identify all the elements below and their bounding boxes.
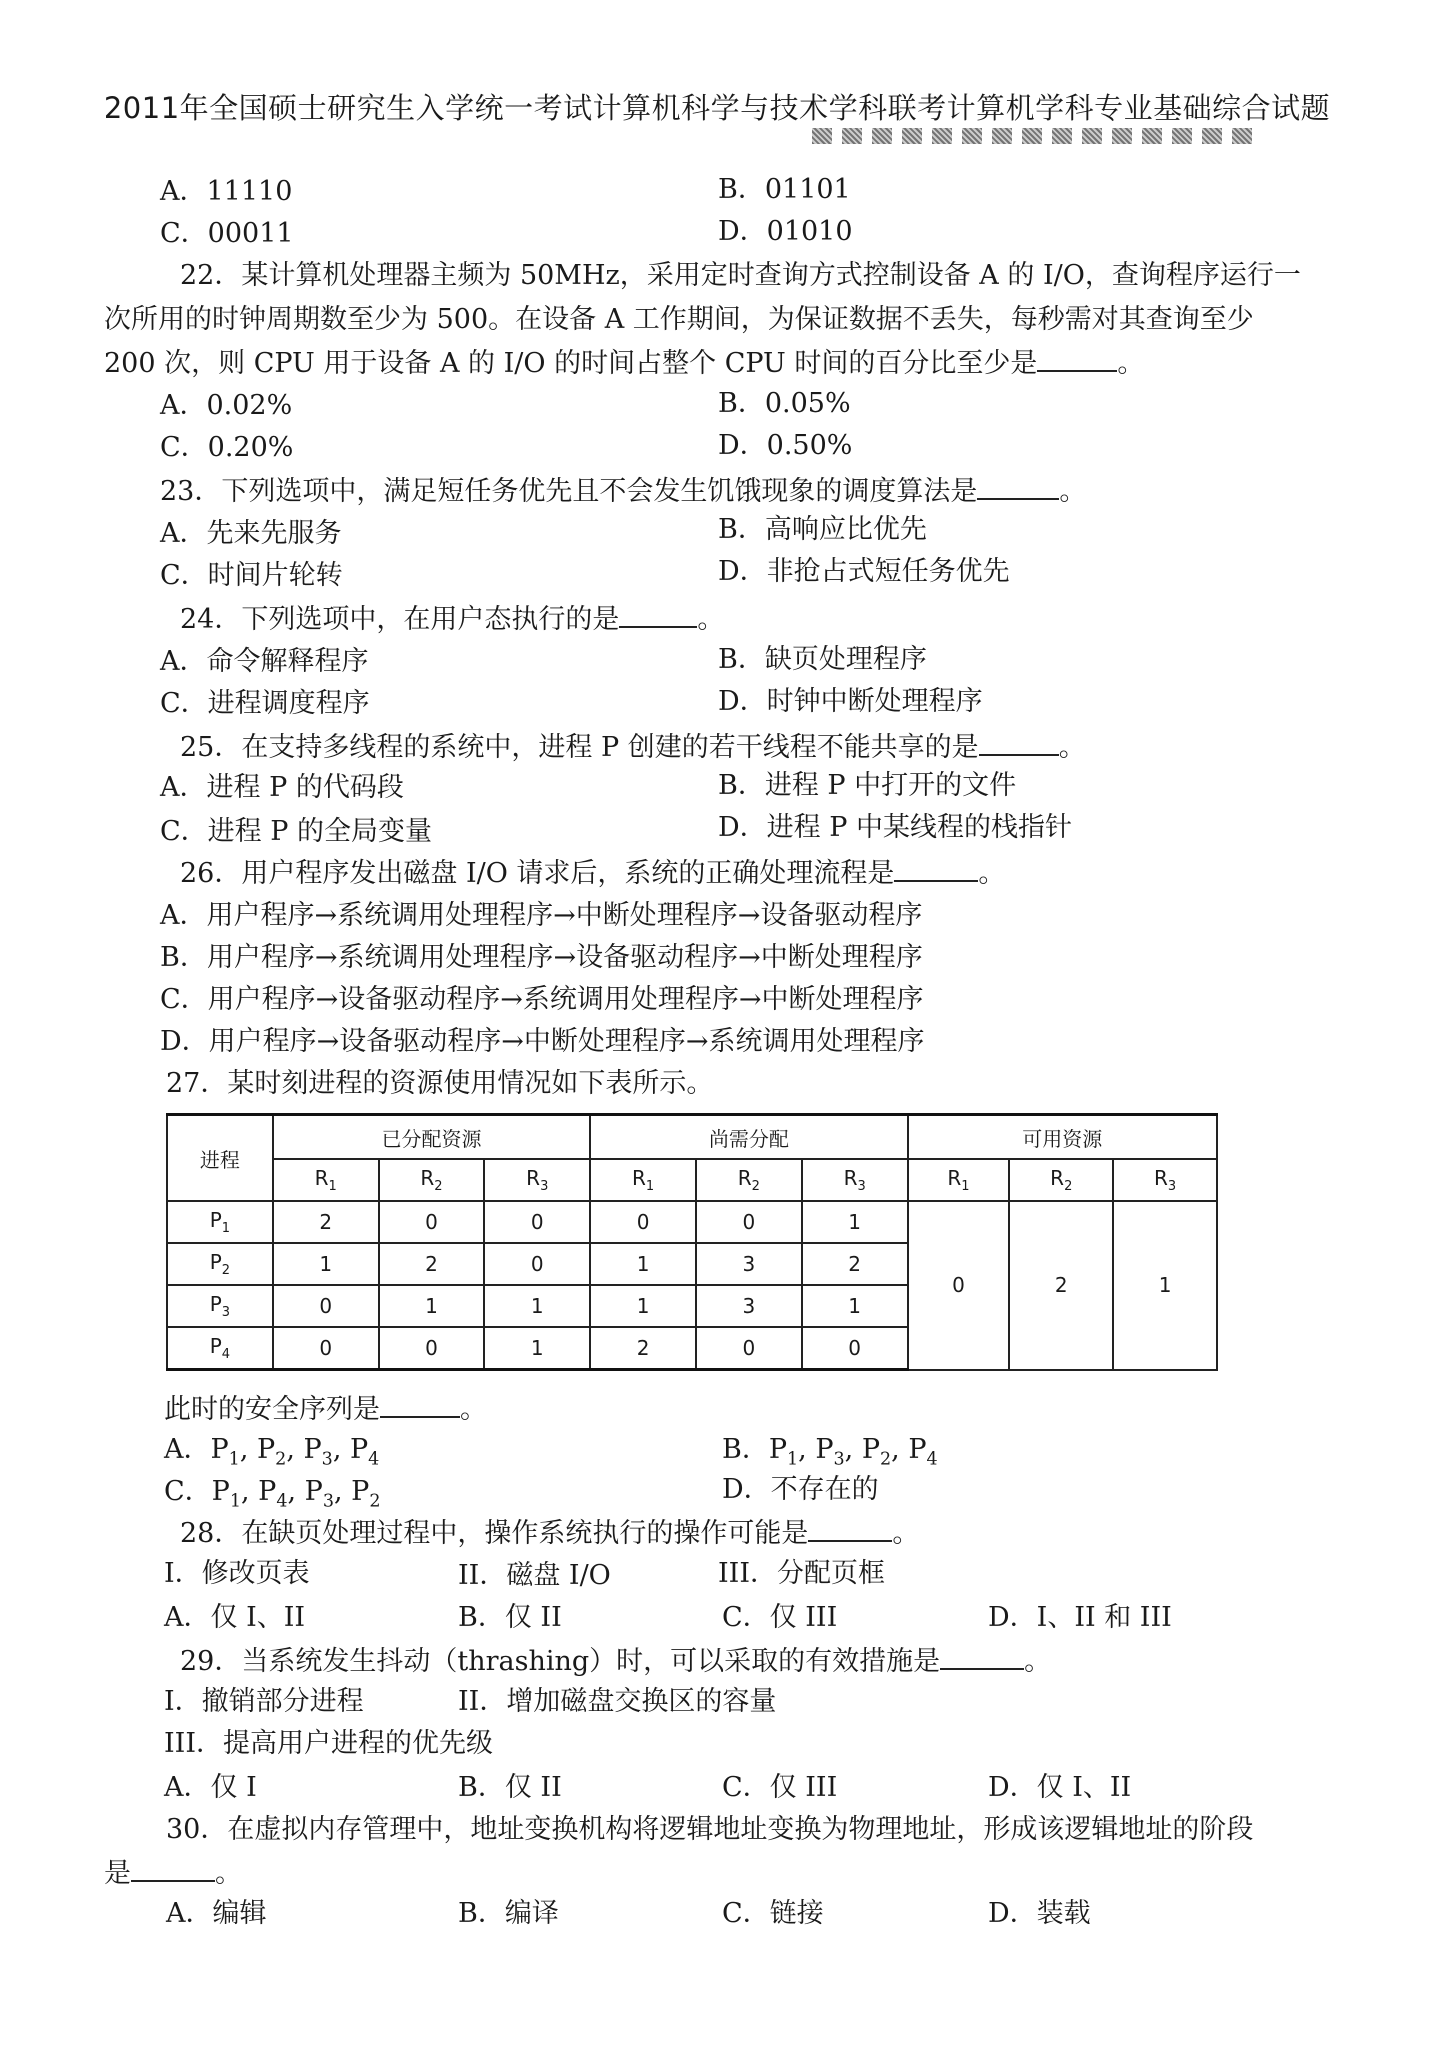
answer-blank xyxy=(979,726,1059,756)
q27-option-d: D．不存在的 xyxy=(722,1474,879,1505)
q26-option-c: C．用户程序→设备驱动程序→系统调用处理程序→中断处理程序 xyxy=(160,984,924,1015)
available-cell: 1 xyxy=(1113,1201,1217,1370)
q27-option-b: B．$P_1$, $P_3$, $P_2$, $P_4$ xyxy=(722,1434,938,1470)
answer-blank xyxy=(977,470,1059,500)
table-cell: 0 xyxy=(696,1201,802,1243)
q25-option-a: A．进程 P 的代码段 xyxy=(160,772,404,803)
process-header: 进程 xyxy=(167,1115,273,1202)
q28-option-d: D．I、II 和 III xyxy=(988,1602,1172,1633)
table-cell: 1 xyxy=(484,1327,590,1370)
q29-item-2: II．增加磁盘交换区的容量 xyxy=(458,1686,777,1717)
table-cell: 0 xyxy=(696,1327,802,1370)
q22-option-a: A．0.02% xyxy=(160,390,293,421)
answer-blank xyxy=(131,1852,215,1882)
q28-stem: 28．在缺页处理过程中，操作系统执行的操作可能是 。 xyxy=(180,1512,919,1554)
q25-option-c: C．进程 P 的全局变量 xyxy=(160,816,432,847)
q30-option-c: C．链接 xyxy=(722,1898,824,1929)
answer-blank xyxy=(1037,342,1117,372)
table-cell: 1 xyxy=(802,1201,908,1243)
need-header: 尚需分配 xyxy=(590,1115,907,1160)
q25-option-b: B．进程 P 中打开的文件 xyxy=(718,770,1017,801)
q23-option-d: D．非抢占式短任务优先 xyxy=(718,556,1010,587)
table-cell: 0 xyxy=(273,1285,379,1327)
q27-option-a: A．$P_1$, $P_2$, $P_3$, $P_4$ xyxy=(164,1434,380,1470)
process-cell: $P_1$ xyxy=(167,1201,273,1243)
q26-option-d: D．用户程序→设备驱动程序→中断处理程序→系统调用处理程序 xyxy=(160,1026,925,1057)
table-cell: 0 xyxy=(484,1201,590,1243)
q21-option-d: D．01010 xyxy=(718,216,853,247)
resource-table xyxy=(166,1113,1218,1371)
q26-option-a: A．用户程序→系统调用处理程序→中断处理程序→设备驱动程序 xyxy=(160,900,923,931)
available-cell: 2 xyxy=(1009,1201,1113,1370)
page-title: 2011年全国硕士研究生入学统一考试计算机科学与技术学科联考计算机学科专业基础综合试题 xyxy=(103,91,1331,125)
q29-item-1: I．撤销部分进程 xyxy=(164,1686,364,1717)
allocated-header: 已分配资源 xyxy=(273,1115,590,1160)
table-cell: 1 xyxy=(802,1285,908,1327)
q22-line-2: 次所用的时钟周期数至少为 500。在设备 A 工作期间，为保证数据不丢失，每秒需对其查询至少 xyxy=(104,304,1254,335)
q24-stem: 24．下列选项中，在用户态执行的是 。 xyxy=(180,598,724,640)
q24-option-b: B．缺页处理程序 xyxy=(718,644,927,675)
q27-option-c: C．$P_1$, $P_4$, $P_3$, $P_2$ xyxy=(164,1476,381,1512)
table-cell: 0 xyxy=(379,1327,485,1370)
table-cell: 0 xyxy=(379,1201,485,1243)
table-cell: 2 xyxy=(273,1201,379,1243)
q29-option-c: C．仅 III xyxy=(722,1772,838,1803)
table-cell: 3 xyxy=(696,1285,802,1327)
q27-stem: 27．某时刻进程的资源使用情况如下表所示。 xyxy=(166,1068,714,1099)
q27-after: 此时的安全序列是 。 xyxy=(164,1388,487,1430)
answer-blank xyxy=(808,1512,892,1542)
q26-option-b: B．用户程序→系统调用处理程序→设备驱动程序→中断处理程序 xyxy=(160,942,923,973)
table-cell: 0 xyxy=(590,1201,696,1243)
table-cell: 1 xyxy=(273,1243,379,1285)
resource-col-header: $R_2$ xyxy=(696,1159,802,1201)
table-cell: 2 xyxy=(802,1243,908,1285)
q29-option-d: D．仅 I、II xyxy=(988,1772,1132,1803)
q26-stem: 26．用户程序发出磁盘 I/O 请求后，系统的正确处理流程是 。 xyxy=(180,852,1005,894)
table-cell: 0 xyxy=(273,1327,379,1370)
table-cell: 1 xyxy=(379,1285,485,1327)
q25-option-d: D．进程 P 中某线程的栈指针 xyxy=(718,812,1072,843)
answer-blank xyxy=(894,852,978,882)
table-cell: 3 xyxy=(696,1243,802,1285)
q30-option-d: D．装载 xyxy=(988,1898,1091,1929)
process-cell: $P_4$ xyxy=(167,1327,273,1370)
q30-option-a: A．编辑 xyxy=(166,1898,267,1929)
resource-col-header: $R_3$ xyxy=(802,1159,908,1201)
q30-option-b: B．编译 xyxy=(458,1898,559,1929)
table-cell: 1 xyxy=(590,1243,696,1285)
q22-line-1: 22．某计算机处理器主频为 50MHz，采用定时查询方式控制设备 A 的 I/O，查询程序运行一 xyxy=(180,260,1301,291)
table-row xyxy=(167,1201,1217,1243)
q28-item-2: II．磁盘 I/O xyxy=(458,1560,611,1591)
q28-option-c: C．仅 III xyxy=(722,1602,838,1633)
q24-option-a: A．命令解释程序 xyxy=(160,646,369,677)
available-header: 可用资源 xyxy=(908,1115,1217,1160)
q24-option-c: C．进程调度程序 xyxy=(160,688,370,719)
q28-item-1: I．修改页表 xyxy=(164,1558,310,1589)
process-cell: $P_2$ xyxy=(167,1243,273,1285)
q24-option-d: D．时钟中断处理程序 xyxy=(718,686,983,717)
process-cell: $P_3$ xyxy=(167,1285,273,1327)
q30-line-1: 30．在虚拟内存管理中，地址变换机构将逻辑地址变换为物理地址，形成该逻辑地址的阶段 xyxy=(166,1814,1254,1845)
resource-col-header: $R_1$ xyxy=(908,1159,1010,1201)
resource-col-header: $R_3$ xyxy=(484,1159,590,1201)
q22-option-b: B．0.05% xyxy=(718,388,851,419)
q29-item-3: III．提高用户进程的优先级 xyxy=(164,1728,493,1759)
q29-option-a: A．仅 I xyxy=(164,1772,257,1803)
available-cell: 0 xyxy=(908,1201,1010,1370)
scan-decoration xyxy=(812,128,1252,144)
q23-option-c: C．时间片轮转 xyxy=(160,560,343,591)
q29-stem: 29．当系统发生抖动（thrashing）时，可以采取的有效措施是 。 xyxy=(180,1640,1051,1682)
answer-blank xyxy=(619,598,697,628)
q30-line-2: 是 。 xyxy=(104,1852,242,1894)
q29-option-b: B．仅 II xyxy=(458,1772,562,1803)
q28-option-b: B．仅 II xyxy=(458,1602,562,1633)
q23-option-b: B．高响应比优先 xyxy=(718,514,927,545)
resource-col-header: $R_1$ xyxy=(590,1159,696,1201)
q28-option-a: A．仅 I、II xyxy=(164,1602,306,1633)
answer-blank xyxy=(940,1640,1024,1670)
table-cell: 1 xyxy=(590,1285,696,1327)
table-cell: 2 xyxy=(590,1327,696,1370)
q21-option-a: A．11110 xyxy=(160,176,293,207)
q25-stem: 25．在支持多线程的系统中，进程 P 创建的若干线程不能共享的是 。 xyxy=(180,726,1086,768)
q21-option-c: C．00011 xyxy=(160,218,294,249)
resource-col-header: $R_2$ xyxy=(1009,1159,1113,1201)
q28-item-3: III．分配页框 xyxy=(718,1558,885,1589)
q23-option-a: A．先来先服务 xyxy=(160,518,342,549)
resource-col-header: $R_1$ xyxy=(273,1159,379,1201)
q21-option-b: B．01101 xyxy=(718,174,851,205)
table-cell: 0 xyxy=(802,1327,908,1370)
table-cell: 2 xyxy=(379,1243,485,1285)
table-cell: 1 xyxy=(484,1285,590,1327)
resource-col-header: $R_3$ xyxy=(1113,1159,1217,1201)
resource-col-header: $R_2$ xyxy=(379,1159,485,1201)
q23-stem: 23．下列选项中，满足短任务优先且不会发生饥饿现象的调度算法是 。 xyxy=(160,470,1086,512)
q22-option-d: D．0.50% xyxy=(718,430,853,461)
table-cell: 0 xyxy=(484,1243,590,1285)
q22-line-3: 200 次，则 CPU 用于设备 A 的 I/O 的时间占整个 CPU 时间的百分比至少是 。 xyxy=(104,342,1144,384)
q22-option-c: C．0.20% xyxy=(160,432,294,463)
answer-blank xyxy=(380,1388,460,1418)
